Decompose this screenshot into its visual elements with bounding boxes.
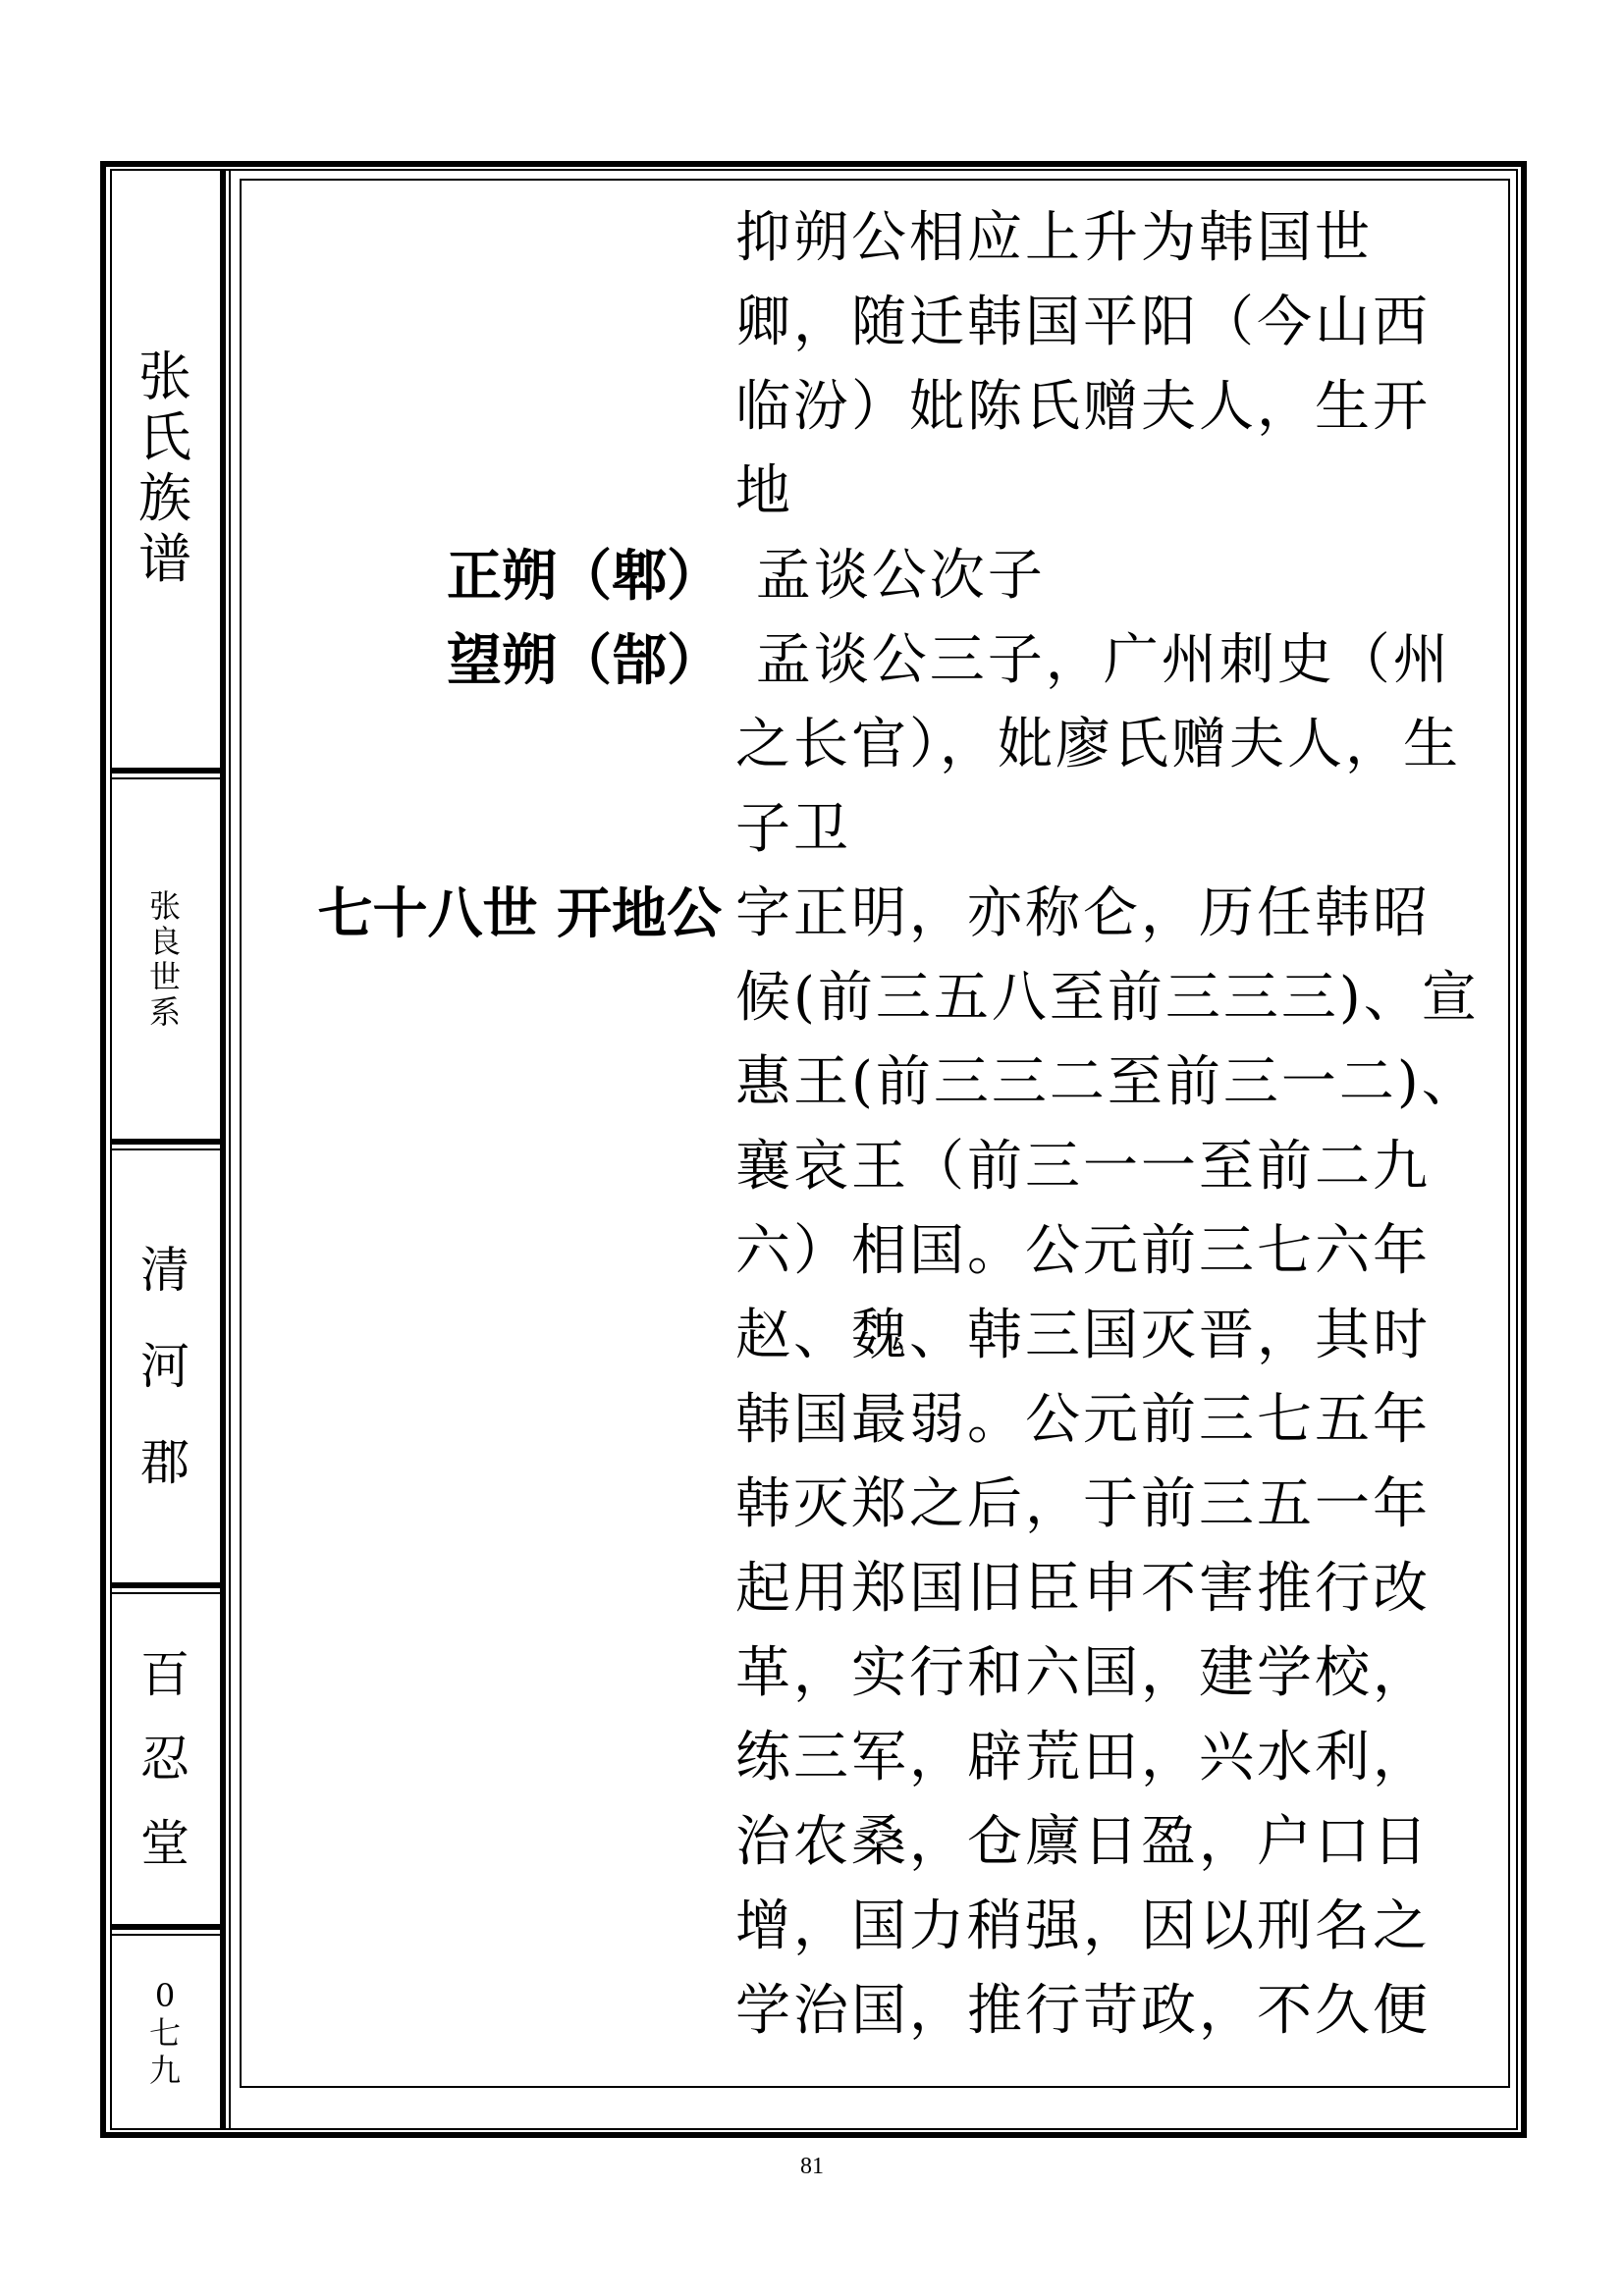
book-title: 张 氏 族 谱: [138, 346, 191, 590]
commandery-label: 清 河 郡: [140, 1242, 189, 1491]
sidebar-separator: [110, 1924, 224, 1930]
page-number: 81: [800, 2154, 824, 2179]
sidebar-divider-thin: [229, 169, 231, 2130]
entry-label: 望朔（郜）: [447, 628, 722, 693]
sidebar-lineage-box: [110, 779, 220, 1139]
sidebar-separator: [110, 1582, 224, 1588]
entry-description: 孟谈公次子: [735, 544, 1046, 608]
entry: [240, 534, 1510, 618]
lineage-label: 张 良 世 系: [148, 887, 181, 1031]
entry-description: 抑朔公相应上升为韩国世 卿，随迁韩国平阳（今山西 临汾）妣陈氏赠夫人，生开 地: [735, 206, 1431, 523]
sidebar-separator: [110, 1139, 224, 1145]
sidebar-separator: [110, 768, 224, 774]
entry-label: 正朔（郫）: [447, 544, 722, 609]
entry: [240, 618, 1510, 872]
entry-description: 字正明，亦称仑，历任韩昭 候(前三五八至前三三三)、宣 惠王(前三三二至前三一二)、 襄哀王（前三一一至前二九 六）相国。公元前三七六年 赵、魏、韩三国灭晋，其时 韩国最弱。公元前三七五年 韩灭郑之后，于前三五一年 起用郑国旧臣申不害推行改 革，实行和六国，建学校， 练三军，辟荒田，兴水利， 治农桑，仓廪日盈，户口日 增，国力稍强，因以刑名之 学治国，推行苛政，不久便: [735, 881, 1480, 2043]
entry: [240, 872, 1510, 2054]
sidebar-title-box: [110, 169, 220, 768]
sidebar-pageno-box: [110, 1936, 220, 2130]
entry: [240, 196, 1510, 534]
sidebar-hall-box: [110, 1594, 220, 1924]
hall-name: 百 忍 堂: [140, 1646, 189, 1872]
entry-label: 七十八世 开地公: [317, 881, 722, 946]
sidebar-commandery-box: [110, 1150, 220, 1582]
sidebar-page-code: 0 七 九: [148, 1977, 181, 2089]
entry-description: 孟谈公三子，广州刺史（州 之长官），妣廖氏赠夫人，生 子卫: [735, 628, 1461, 861]
genealogy-text: [240, 196, 1510, 2054]
